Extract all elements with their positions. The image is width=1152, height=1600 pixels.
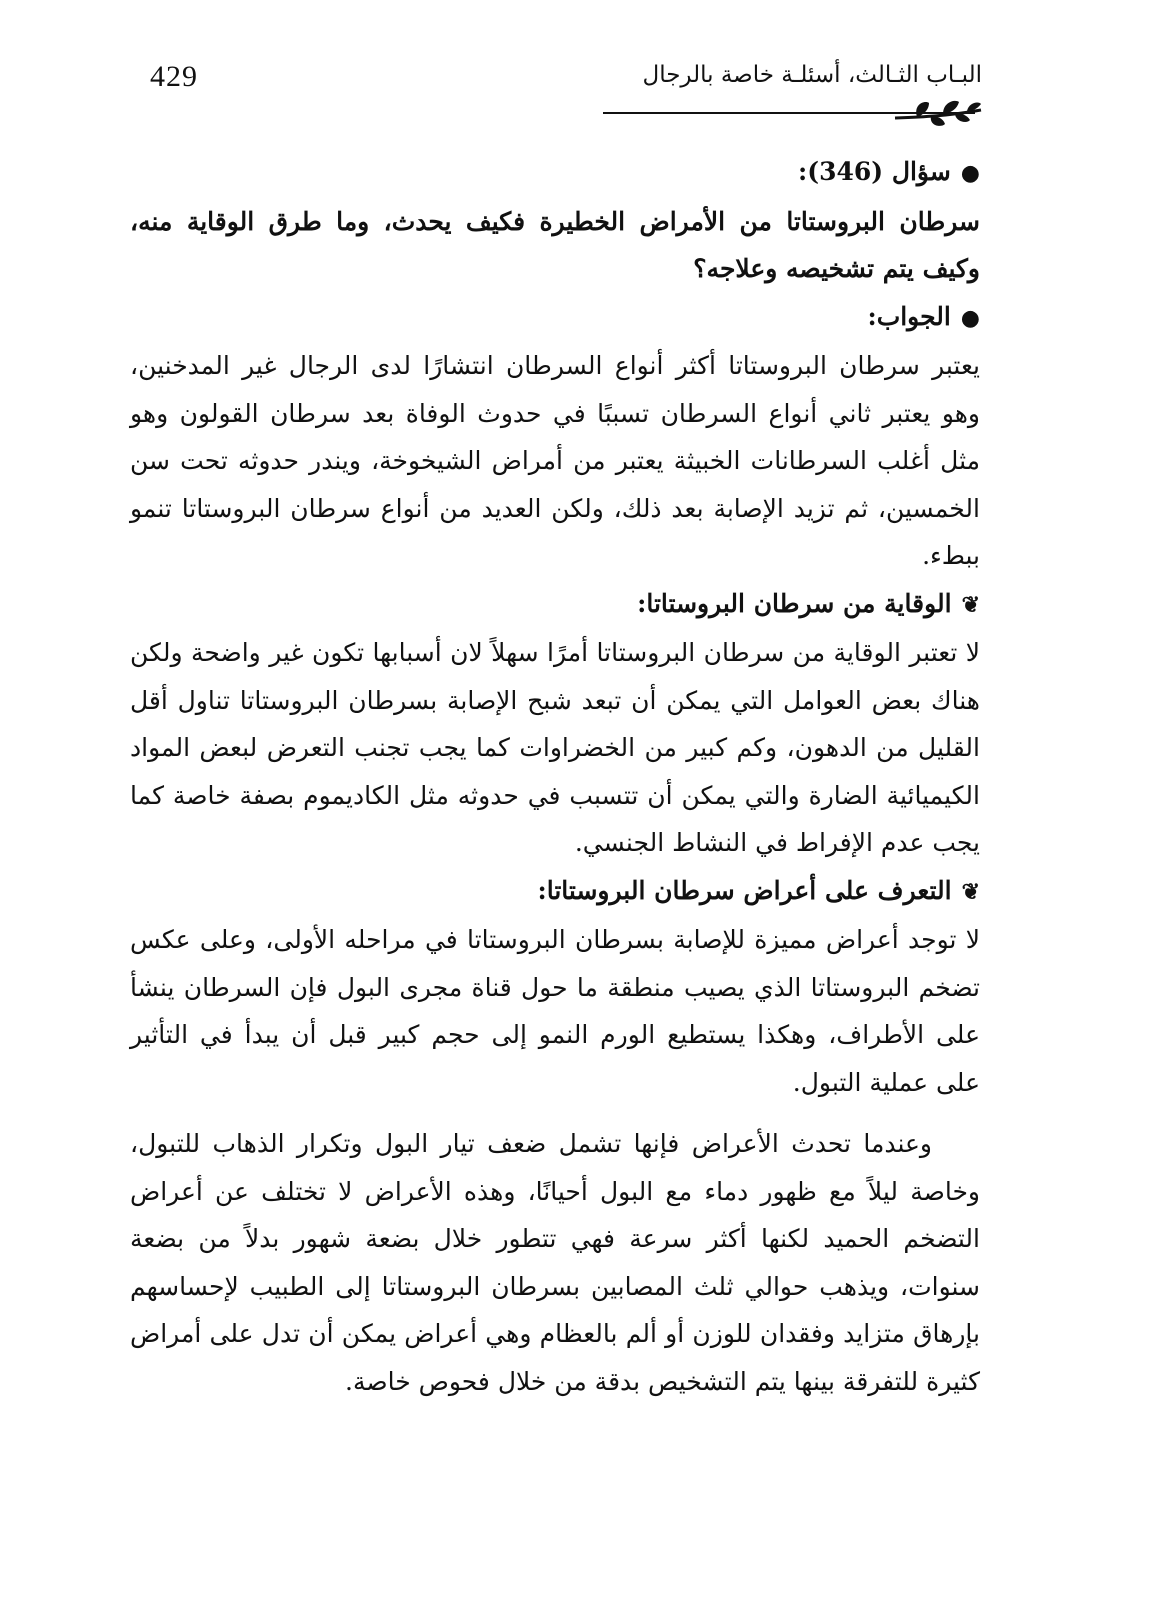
apple-icon: ● — [960, 160, 980, 186]
leaf-bullet-icon: ❦ — [961, 878, 980, 905]
leaf-bullet-icon: ❦ — [961, 591, 980, 618]
page-number: 429 — [150, 60, 198, 93]
section-paragraph: لا تعتبر الوقاية من سرطان البروستاتا أمرًا سهلاً لان أسبابها تكون غير واضحة ولكن هناك بعض العوامل التي يمكن أن تبعد شبح الإصابة بسرطان البروستاتا تناول أقل القليل من الدهون، وكم كبير من الخضراوات كما يجب تجنب التعرض لبعض المواد الكيميائية الضارة والتي يمكن أن تتسبب في حدوثه مثل الكاديموم بصفة خاصة كما يجب عدم الإفراط في النشاط الجنسي. — [130, 638, 980, 857]
answer-intro: يعتبر سرطان البروستاتا أكثر أنواع السرطان انتشارًا لدى الرجال غير المدخنين، وهو يعتبر ثاني أنواع السرطان تسببًا في حدوث الوفاة بعد سرطان القولون وهو مثل أغلب السرطانات الخبيثة يعتبر من أمراض الشيخوخة، ويندر حدوثه تحت سن الخمسين، ثم تزيد الإصابة بعد ذلك، ولكن العديد من أنواع سرطان البروستاتا تنمو ببطء. — [130, 351, 980, 570]
section-heading-label: التعرف على أعراض سرطان البروستاتا: — [537, 875, 952, 905]
answer-heading-label: الجواب: — [867, 301, 951, 331]
section-paragraph: لا توجد أعراض مميزة للإصابة بسرطان البروستاتا في مراحله الأولى، وعلى عكس تضخم البروستاتا الذي يصيب منطقة ما حول قناة مجرى البول فإن السرطان ينشأ على الأطراف، وهكذا يستطيع الورم النمو إلى حجم كبير قبل أن يبدأ في التأثير على عملية التبول. — [130, 925, 980, 1097]
leaf-ornament-icon — [893, 96, 983, 130]
section-heading-label: الوقاية من سرطان البروستاتا: — [637, 588, 952, 618]
section-heading — [130, 867, 980, 917]
question-heading-label: سؤال (346): — [798, 157, 951, 186]
question-text: سرطان البروستاتا من الأمراض الخطيرة فكيف يحدث، وما طرق الوقاية منه، وكيف يتم تشخيصه وعلاجه؟ — [130, 206, 980, 283]
page-content — [130, 148, 980, 1405]
apple-icon: ● — [960, 304, 980, 331]
question-heading — [130, 148, 980, 198]
section-heading — [130, 580, 980, 630]
answer-heading — [130, 293, 980, 343]
section-paragraph: وعندما تحدث الأعراض فإنها تشمل ضعف تيار البول وتكرار الذهاب للتبول، وخاصة ليلاً مع ظهور دماء مع البول أحيانًا، وهذه الأعراض لا تختلف عن أعراض التضخم الحميد لكنها أكثر سرعة فهي تتطور خلال بضعة شهور بدلاً من بضعة سنوات، ويذهب حوالي ثلث المصابين بسرطان البروستاتا إلى الطبيب لإحساسهم بإرهاق متزايد وفقدان للوزن أو ألم بالعظام وهي أعراض يمكن أن تدل على أمراض كثيرة للتفرقة بينها يتم التشخيص بدقة من خلال فحوص خاصة. — [130, 1129, 980, 1396]
running-head: البـاب الثـالث، أسئلـة خاصة بالرجال — [642, 62, 982, 88]
